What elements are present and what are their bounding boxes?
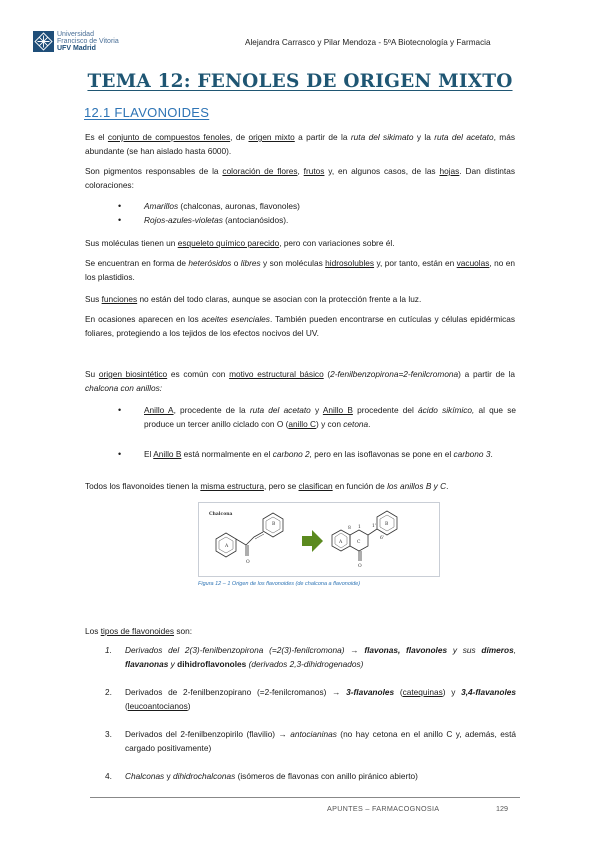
footer-label: APUNTES – FARMACOGNOSIA — [327, 804, 440, 813]
bullet-icon: • — [118, 201, 122, 211]
list-item: 3. Derivados del 2-fenilbenzopirilo (flavilio) → antocianinas (no hay cetona en el anillo C y, además, está cargado positivamente) — [105, 729, 516, 753]
list-item: 1. Derivados del 2(3)-fenilbenzopirona (=2(3)-fenilcromona) → flavonas, flavonoles y sus dímeros, flavanonas y dihidroflavonoles (derivados 2,3-dihidrogenados) — [105, 645, 517, 669]
chapter-title: TEMA 12: FENOLES DE ORIGEN MIXTO — [87, 71, 513, 92]
list-item: • El Anillo B está normalmente en el carbono 2, pero en las isoflavonas se pone en el carbono 3. — [118, 449, 493, 459]
paragraph-types-intro: Los tipos de flavonoides son: — [85, 626, 193, 636]
list-item: • Rojos-azules-violetas (antocianósidos). — [118, 215, 289, 225]
bullet-icon: • — [118, 449, 122, 459]
paragraph-definition: Es el conjunto de compuestos fenoles, de origen mixto a partir de la ruta del sikimato y la ruta del acetato, más abundante (se han aislado hasta 6000). — [85, 132, 515, 156]
flavonoid-types-list — [105, 643, 516, 783]
svg-text:A: A — [339, 540, 343, 545]
page-number: 129 — [496, 804, 508, 813]
chemical-structure-diagram — [199, 503, 439, 576]
svg-text:A: A — [225, 544, 229, 549]
logo-line-3: UFV Madrid — [57, 45, 96, 53]
list-item: • Anillo A, procedente de la ruta del acetato y Anillo B procedente del ácido sikímico, al que se produce un tercer anillo ciclado con O (anillo C) y con cetona. — [118, 405, 516, 429]
logo-line-2: Francisco de Vitoria — [57, 38, 119, 46]
paragraph-forms: Se encuentran en forma de heterósidos o libres y son moléculas hidrosolubles y, por tanto, están en vacuolas, no en los plastidios. — [85, 258, 515, 282]
figure-caption: Figura 12 – 1 Origen de los flavonoides (de chalcona a flavonoide) — [198, 581, 361, 587]
paragraph-classification: Todos los flavonoides tienen la misma estructura, pero se clasifican en función de los anillos B y C. — [85, 481, 449, 491]
svg-text:1: 1 — [358, 525, 361, 530]
svg-text:C: C — [357, 540, 361, 545]
svg-text:8: 8 — [348, 526, 351, 531]
list-item: 4. Chalconas y dihidrochalconas (isómeros de flavonas con anillo piránico abierto) — [105, 771, 418, 781]
svg-text:6': 6' — [380, 536, 385, 541]
svg-text:Chalcona: Chalcona — [209, 512, 233, 517]
header-authors: Alejandra Carrasco y Pilar Mendoza - 5ºA Biotecnología y Farmacia — [245, 38, 491, 47]
paragraph-skeleton: Sus moléculas tienen un esqueleto químico parecido, pero con variaciones sobre él. — [85, 238, 395, 248]
university-logo — [33, 31, 119, 53]
coloration-list — [118, 199, 516, 227]
bullet-icon: • — [118, 215, 122, 225]
bullet-icon: • — [118, 405, 122, 415]
list-item: • Amarillos (chalconas, auronas, flavonoles) — [118, 201, 300, 211]
list-item: 2. Derivados de 2-fenilbenzopirano (=2-fenilcromanos) → 3-flavanoles (catequinas) y 3,4-flavanoles (leucoantocianos) — [105, 687, 516, 711]
svg-text:O: O — [246, 560, 250, 565]
ufv-emblem-icon — [33, 31, 54, 52]
paragraph-pigments: Son pigmentos responsables de la coloración de flores, frutos y, en algunos casos, de las hojas. Dan distintas coloraciones: — [85, 166, 515, 190]
svg-text:O: O — [358, 564, 362, 569]
svg-text:B: B — [272, 522, 276, 527]
svg-text:B: B — [385, 522, 389, 527]
rings-list — [118, 403, 516, 461]
svg-text:1': 1' — [372, 524, 377, 529]
reaction-arrow-icon — [302, 530, 323, 552]
paragraph-functions: Sus funciones no están del todo claras, aunque se asocian con la protección frente a la luz. — [85, 294, 422, 304]
section-heading: 12.1 FLAVONOIDES — [84, 105, 210, 120]
paragraph-essential-oils: En ocasiones aparecen en los aceites esenciales. También pueden encontrarse en cutículas y células epidérmicas foliares, protegiendo a los tejidos de los efectos nocivos del UV. — [85, 314, 515, 338]
chalcone-to-flavonoid-figure — [198, 502, 440, 577]
footer-divider — [90, 797, 520, 798]
paragraph-biosynthesis: Su origen biosintético es común con motivo estructural básico (2-fenilbenzopirona=2-fenilcromona) a partir de la chalcona con anillos: — [85, 369, 516, 393]
logo-line-1: Universidad — [57, 31, 94, 38]
